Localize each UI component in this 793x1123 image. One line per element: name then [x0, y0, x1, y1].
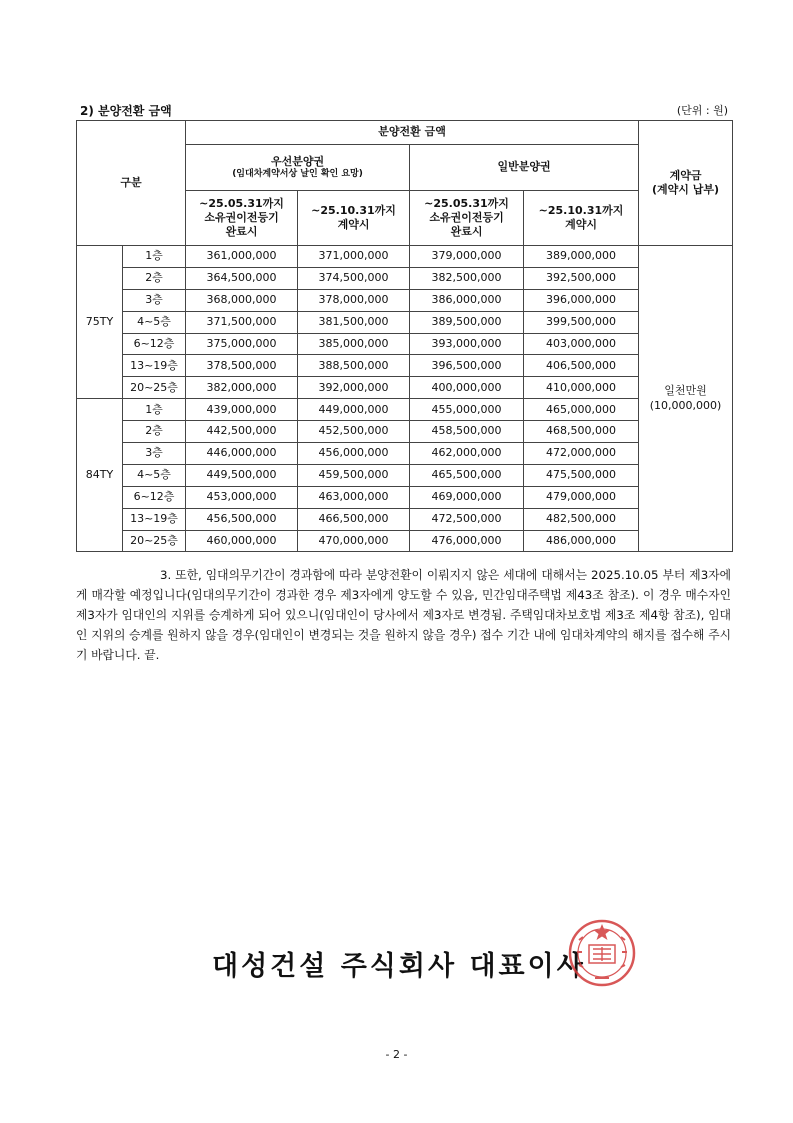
- floor-cell: 6~12층: [123, 486, 186, 508]
- price-cell: 410,000,000: [524, 377, 639, 399]
- price-cell: 472,000,000: [524, 443, 639, 465]
- floor-cell: 20~25층: [123, 377, 186, 399]
- table-row: [77, 377, 733, 399]
- floor-cell: 4~5층: [123, 464, 186, 486]
- table-row: [77, 464, 733, 486]
- price-cell: 393,000,000: [410, 333, 524, 355]
- price-cell: 389,500,000: [410, 311, 524, 333]
- price-cell: 385,000,000: [298, 333, 410, 355]
- price-cell: 371,000,000: [298, 246, 410, 268]
- price-cell: 388,500,000: [298, 355, 410, 377]
- price-cell: 382,000,000: [186, 377, 298, 399]
- table-row: [77, 289, 733, 311]
- price-cell: 368,000,000: [186, 289, 298, 311]
- table-row: [77, 399, 733, 421]
- deposit-value-number: (10,000,000): [649, 398, 722, 412]
- price-cell: 375,000,000: [186, 333, 298, 355]
- col-c-line: ~25.05.31까지: [424, 196, 509, 210]
- section-header: [80, 102, 728, 120]
- price-cell: 469,000,000: [410, 486, 524, 508]
- price-cell: 446,000,000: [186, 443, 298, 465]
- price-cell: 462,000,000: [410, 443, 524, 465]
- unit-type-cell: 75TY: [77, 246, 123, 399]
- header-priority: [186, 145, 410, 191]
- table-row: [77, 311, 733, 333]
- price-cell: 482,500,000: [524, 508, 639, 530]
- price-cell: 458,500,000: [410, 421, 524, 443]
- col-c-line: 소유권이전등기: [429, 210, 504, 224]
- table-row: [77, 443, 733, 465]
- price-cell: 382,500,000: [410, 267, 524, 289]
- deposit-note: (계약시 납부): [652, 183, 720, 196]
- price-cell: 449,000,000: [298, 399, 410, 421]
- table-row: [77, 508, 733, 530]
- price-cell: 406,500,000: [524, 355, 639, 377]
- header-col-b: [298, 191, 410, 246]
- price-cell: 460,000,000: [186, 530, 298, 552]
- price-cell: 399,500,000: [524, 311, 639, 333]
- price-cell: 378,000,000: [298, 289, 410, 311]
- deposit-cell: [639, 246, 733, 552]
- price-cell: 403,000,000: [524, 333, 639, 355]
- price-cell: 374,500,000: [298, 267, 410, 289]
- col-b-line: 계약시: [337, 218, 370, 231]
- price-cell: 452,500,000: [298, 421, 410, 443]
- price-cell: 465,000,000: [524, 399, 639, 421]
- header-conversion-price: 분양전환 금액: [186, 121, 639, 145]
- col-a-line: 완료시: [225, 225, 258, 239]
- price-cell: 386,000,000: [410, 289, 524, 311]
- floor-cell: 13~19층: [123, 355, 186, 377]
- col-d-line: 계약시: [565, 218, 597, 231]
- price-cell: 449,500,000: [186, 464, 298, 486]
- priority-title: 우선분양권: [270, 154, 325, 168]
- floor-cell: 1층: [123, 399, 186, 421]
- floor-cell: 4~5층: [123, 311, 186, 333]
- col-a-line: ~25.05.31까지: [199, 196, 284, 210]
- floor-cell: 13~19층: [123, 508, 186, 530]
- price-cell: 470,000,000: [298, 530, 410, 552]
- price-cell: 442,500,000: [186, 421, 298, 443]
- table-row: [77, 530, 733, 552]
- price-cell: 468,500,000: [524, 421, 639, 443]
- price-cell: 439,000,000: [186, 399, 298, 421]
- priority-note: (임대차계약서상 날인 확인 요망): [232, 168, 363, 179]
- table-row: [77, 486, 733, 508]
- header-general: 일반분양권: [410, 145, 639, 191]
- price-cell: 486,000,000: [524, 530, 639, 552]
- price-cell: 456,000,000: [298, 443, 410, 465]
- header-col-d: [524, 191, 639, 246]
- deposit-value-korean: 일천만원: [664, 384, 707, 398]
- table-row: [77, 355, 733, 377]
- floor-cell: 20~25층: [123, 530, 186, 552]
- price-table: [76, 120, 733, 552]
- price-cell: 476,000,000: [410, 530, 524, 552]
- price-cell: 453,000,000: [186, 486, 298, 508]
- header-col-c: [410, 191, 524, 246]
- floor-cell: 6~12층: [123, 333, 186, 355]
- table-row: [77, 333, 733, 355]
- price-cell: 475,500,000: [524, 464, 639, 486]
- price-cell: 396,500,000: [410, 355, 524, 377]
- price-cell: 392,500,000: [524, 267, 639, 289]
- price-cell: 466,500,000: [298, 508, 410, 530]
- price-cell: 465,500,000: [410, 464, 524, 486]
- header-deposit: [639, 121, 733, 246]
- table-row: [77, 246, 733, 268]
- price-cell: 378,500,000: [186, 355, 298, 377]
- price-cell: 456,500,000: [186, 508, 298, 530]
- floor-cell: 3층: [123, 289, 186, 311]
- floor-cell: 2층: [123, 267, 186, 289]
- unit-label: (단위 : 원): [676, 104, 728, 117]
- header-col-a: [186, 191, 298, 246]
- price-cell: 463,000,000: [298, 486, 410, 508]
- price-cell: 364,500,000: [186, 267, 298, 289]
- col-a-line: 소유권이전등기: [204, 210, 279, 224]
- header-category: 구분: [77, 121, 186, 246]
- company-seal-icon: [567, 918, 637, 988]
- table-row: [77, 267, 733, 289]
- price-cell: 361,000,000: [186, 246, 298, 268]
- price-cell: 396,000,000: [524, 289, 639, 311]
- price-cell: 459,500,000: [298, 464, 410, 486]
- price-cell: 479,000,000: [524, 486, 639, 508]
- price-cell: 472,500,000: [410, 508, 524, 530]
- floor-cell: 1층: [123, 246, 186, 268]
- col-c-line: 완료시: [450, 225, 483, 239]
- col-d-line: ~25.10.31까지: [538, 203, 624, 217]
- notice-paragraph: 3. 또한, 임대의무기간이 경과함에 따라 분양전환이 이뤄지지 않은 세대에 대해서는 2025.10.05 부터 제3자에게 매각할 예정입니다(임대의무기간이 경과한 경우 제3자에게 양도할 수 있음, 민간임대주택법 제43조 참조). 이 경우 매수자인 제3자가 임대인의 지위를 승계하게 되어 있으니(임대인이 당사에서 제3자로 변경됨. 주택임대차보호법 제3조 제4항 참조), 임대인 지위의 승계를 원하지 않을 경우(임대인이 변경되는 것을 원하지 않을 경우) 접수 기간 내에 임대차계약의 해지를 접수해 주시기 바랍니다. 끝.: [76, 568, 731, 662]
- unit-type-cell: 84TY: [77, 399, 123, 552]
- deposit-title: 계약금: [669, 168, 702, 182]
- section-title: 2) 분양전환 금액: [80, 104, 172, 118]
- signature: 대성건설 주식회사 대표이사: [212, 951, 586, 982]
- price-cell: 400,000,000: [410, 377, 524, 399]
- table-row: [77, 421, 733, 443]
- price-table-body: [77, 246, 733, 552]
- price-cell: 381,500,000: [298, 311, 410, 333]
- price-cell: 392,000,000: [298, 377, 410, 399]
- floor-cell: 3층: [123, 443, 186, 465]
- price-cell: 389,000,000: [524, 246, 639, 268]
- page-number: - 2 -: [385, 1048, 408, 1061]
- price-cell: 371,500,000: [186, 311, 298, 333]
- floor-cell: 2층: [123, 421, 186, 443]
- price-cell: 455,000,000: [410, 399, 524, 421]
- price-cell: 379,000,000: [410, 246, 524, 268]
- col-b-line: ~25.10.31까지: [311, 203, 396, 217]
